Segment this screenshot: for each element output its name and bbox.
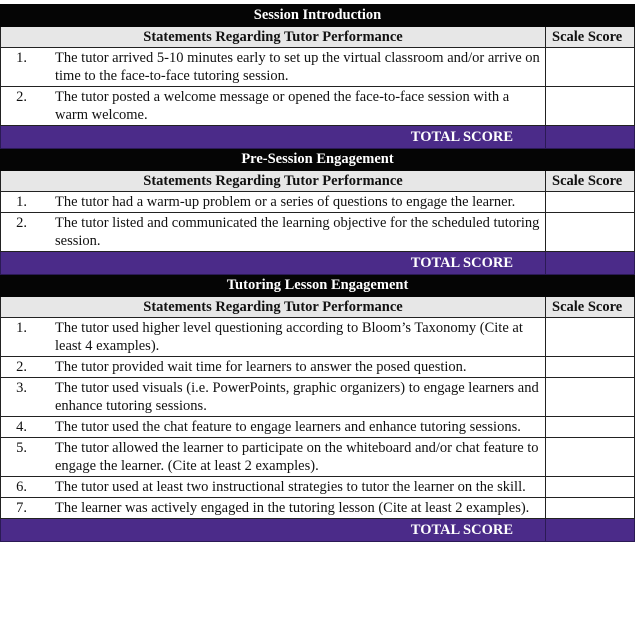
- statement-number: 6.: [16, 479, 27, 495]
- total-score-label: TOTAL SCORE: [1, 252, 546, 275]
- scale-score-cell[interactable]: [546, 192, 635, 213]
- total-score-cell[interactable]: [546, 519, 635, 542]
- statements-header: Statements Regarding Tutor Performance: [1, 297, 546, 318]
- statements-header: Statements Regarding Tutor Performance: [1, 27, 546, 48]
- statement-cell: [1, 48, 546, 87]
- statement-text: The tutor allowed the learner to participate on the whiteboard and/or chat feature to engage the learner. (Cite at least 2 examples).: [55, 440, 539, 474]
- section-title: Session Introduction: [1, 5, 635, 27]
- statement-number: 1.: [16, 194, 27, 210]
- section-title: Tutoring Lesson Engagement: [1, 275, 635, 297]
- statement-row: [1, 213, 635, 252]
- statement-text: The tutor arrived 5-10 minutes early to set up the virtual classroom and/or arrive on time to the face-to-face tutoring session.: [55, 50, 540, 84]
- scale-score-cell[interactable]: [546, 378, 635, 417]
- section-title-row: [1, 149, 635, 171]
- statement-text: The tutor used the chat feature to engage learners and enhance tutoring sessions.: [55, 419, 521, 435]
- total-score-cell[interactable]: [546, 126, 635, 149]
- statement-cell: [1, 87, 546, 126]
- scale-score-cell[interactable]: [546, 417, 635, 438]
- statement-text: The tutor used at least two instructional strategies to tutor the learner on the skill.: [55, 479, 526, 495]
- scale-score-header: Scale Score: [546, 297, 635, 318]
- scale-score-cell[interactable]: [546, 213, 635, 252]
- statement-text: The tutor used visuals (i.e. PowerPoints, graphic organizers) to engage learners and enhance tutoring sessions.: [55, 380, 539, 414]
- scale-score-cell[interactable]: [546, 357, 635, 378]
- statement-row: [1, 192, 635, 213]
- total-score-row: [1, 519, 635, 542]
- statement-row: [1, 357, 635, 378]
- scale-score-cell[interactable]: [546, 438, 635, 477]
- total-score-row: [1, 252, 635, 275]
- statement-cell: [1, 192, 546, 213]
- statement-text: The tutor posted a welcome message or opened the face-to-face session with a warm welcome.: [55, 89, 510, 123]
- total-score-label: TOTAL SCORE: [1, 126, 546, 149]
- statement-number: 7.: [16, 500, 27, 516]
- section-title-row: [1, 5, 635, 27]
- column-header-row: [1, 27, 635, 48]
- scale-score-cell[interactable]: [546, 477, 635, 498]
- statement-text: The learner was actively engaged in the tutoring lesson (Cite at least 2 examples).: [55, 500, 530, 516]
- section-title-row: [1, 275, 635, 297]
- statement-cell: [1, 318, 546, 357]
- statement-number: 3.: [16, 380, 27, 396]
- total-score-row: [1, 126, 635, 149]
- statement-row: [1, 318, 635, 357]
- statement-row: [1, 417, 635, 438]
- total-score-cell[interactable]: [546, 252, 635, 275]
- statement-text: The tutor listed and communicated the learning objective for the scheduled tutoring session.: [55, 215, 540, 249]
- column-header-row: [1, 171, 635, 192]
- column-header-row: [1, 297, 635, 318]
- statement-text: The tutor provided wait time for learners to answer the posed question.: [55, 359, 467, 375]
- statement-text: The tutor used higher level questioning according to Bloom’s Taxonomy (Cite at least 4 examples).: [55, 320, 523, 354]
- rubric-table: [0, 4, 635, 542]
- statements-header: Statements Regarding Tutor Performance: [1, 171, 546, 192]
- scale-score-cell[interactable]: [546, 48, 635, 87]
- rubric-sheet: [0, 4, 634, 542]
- statement-cell: [1, 417, 546, 438]
- section-title: Pre-Session Engagement: [1, 149, 635, 171]
- statement-number: 1.: [16, 50, 27, 66]
- statement-row: [1, 498, 635, 519]
- scale-score-header: Scale Score: [546, 27, 635, 48]
- total-score-label: TOTAL SCORE: [1, 519, 546, 542]
- scale-score-cell[interactable]: [546, 498, 635, 519]
- scale-score-cell[interactable]: [546, 87, 635, 126]
- statement-cell: [1, 378, 546, 417]
- statement-row: [1, 87, 635, 126]
- statement-row: [1, 477, 635, 498]
- statement-number: 4.: [16, 419, 27, 435]
- scale-score-cell[interactable]: [546, 318, 635, 357]
- statement-cell: [1, 498, 546, 519]
- statement-number: 2.: [16, 89, 27, 105]
- statement-number: 5.: [16, 440, 27, 456]
- statement-number: 1.: [16, 320, 27, 336]
- rubric-body: [1, 5, 635, 542]
- statement-text: The tutor had a warm-up problem or a series of questions to engage the learner.: [55, 194, 516, 210]
- statement-row: [1, 378, 635, 417]
- statement-number: 2.: [16, 215, 27, 231]
- statement-row: [1, 48, 635, 87]
- statement-number: 2.: [16, 359, 27, 375]
- statement-cell: [1, 477, 546, 498]
- statement-cell: [1, 213, 546, 252]
- statement-row: [1, 438, 635, 477]
- scale-score-header: Scale Score: [546, 171, 635, 192]
- statement-cell: [1, 438, 546, 477]
- statement-cell: [1, 357, 546, 378]
